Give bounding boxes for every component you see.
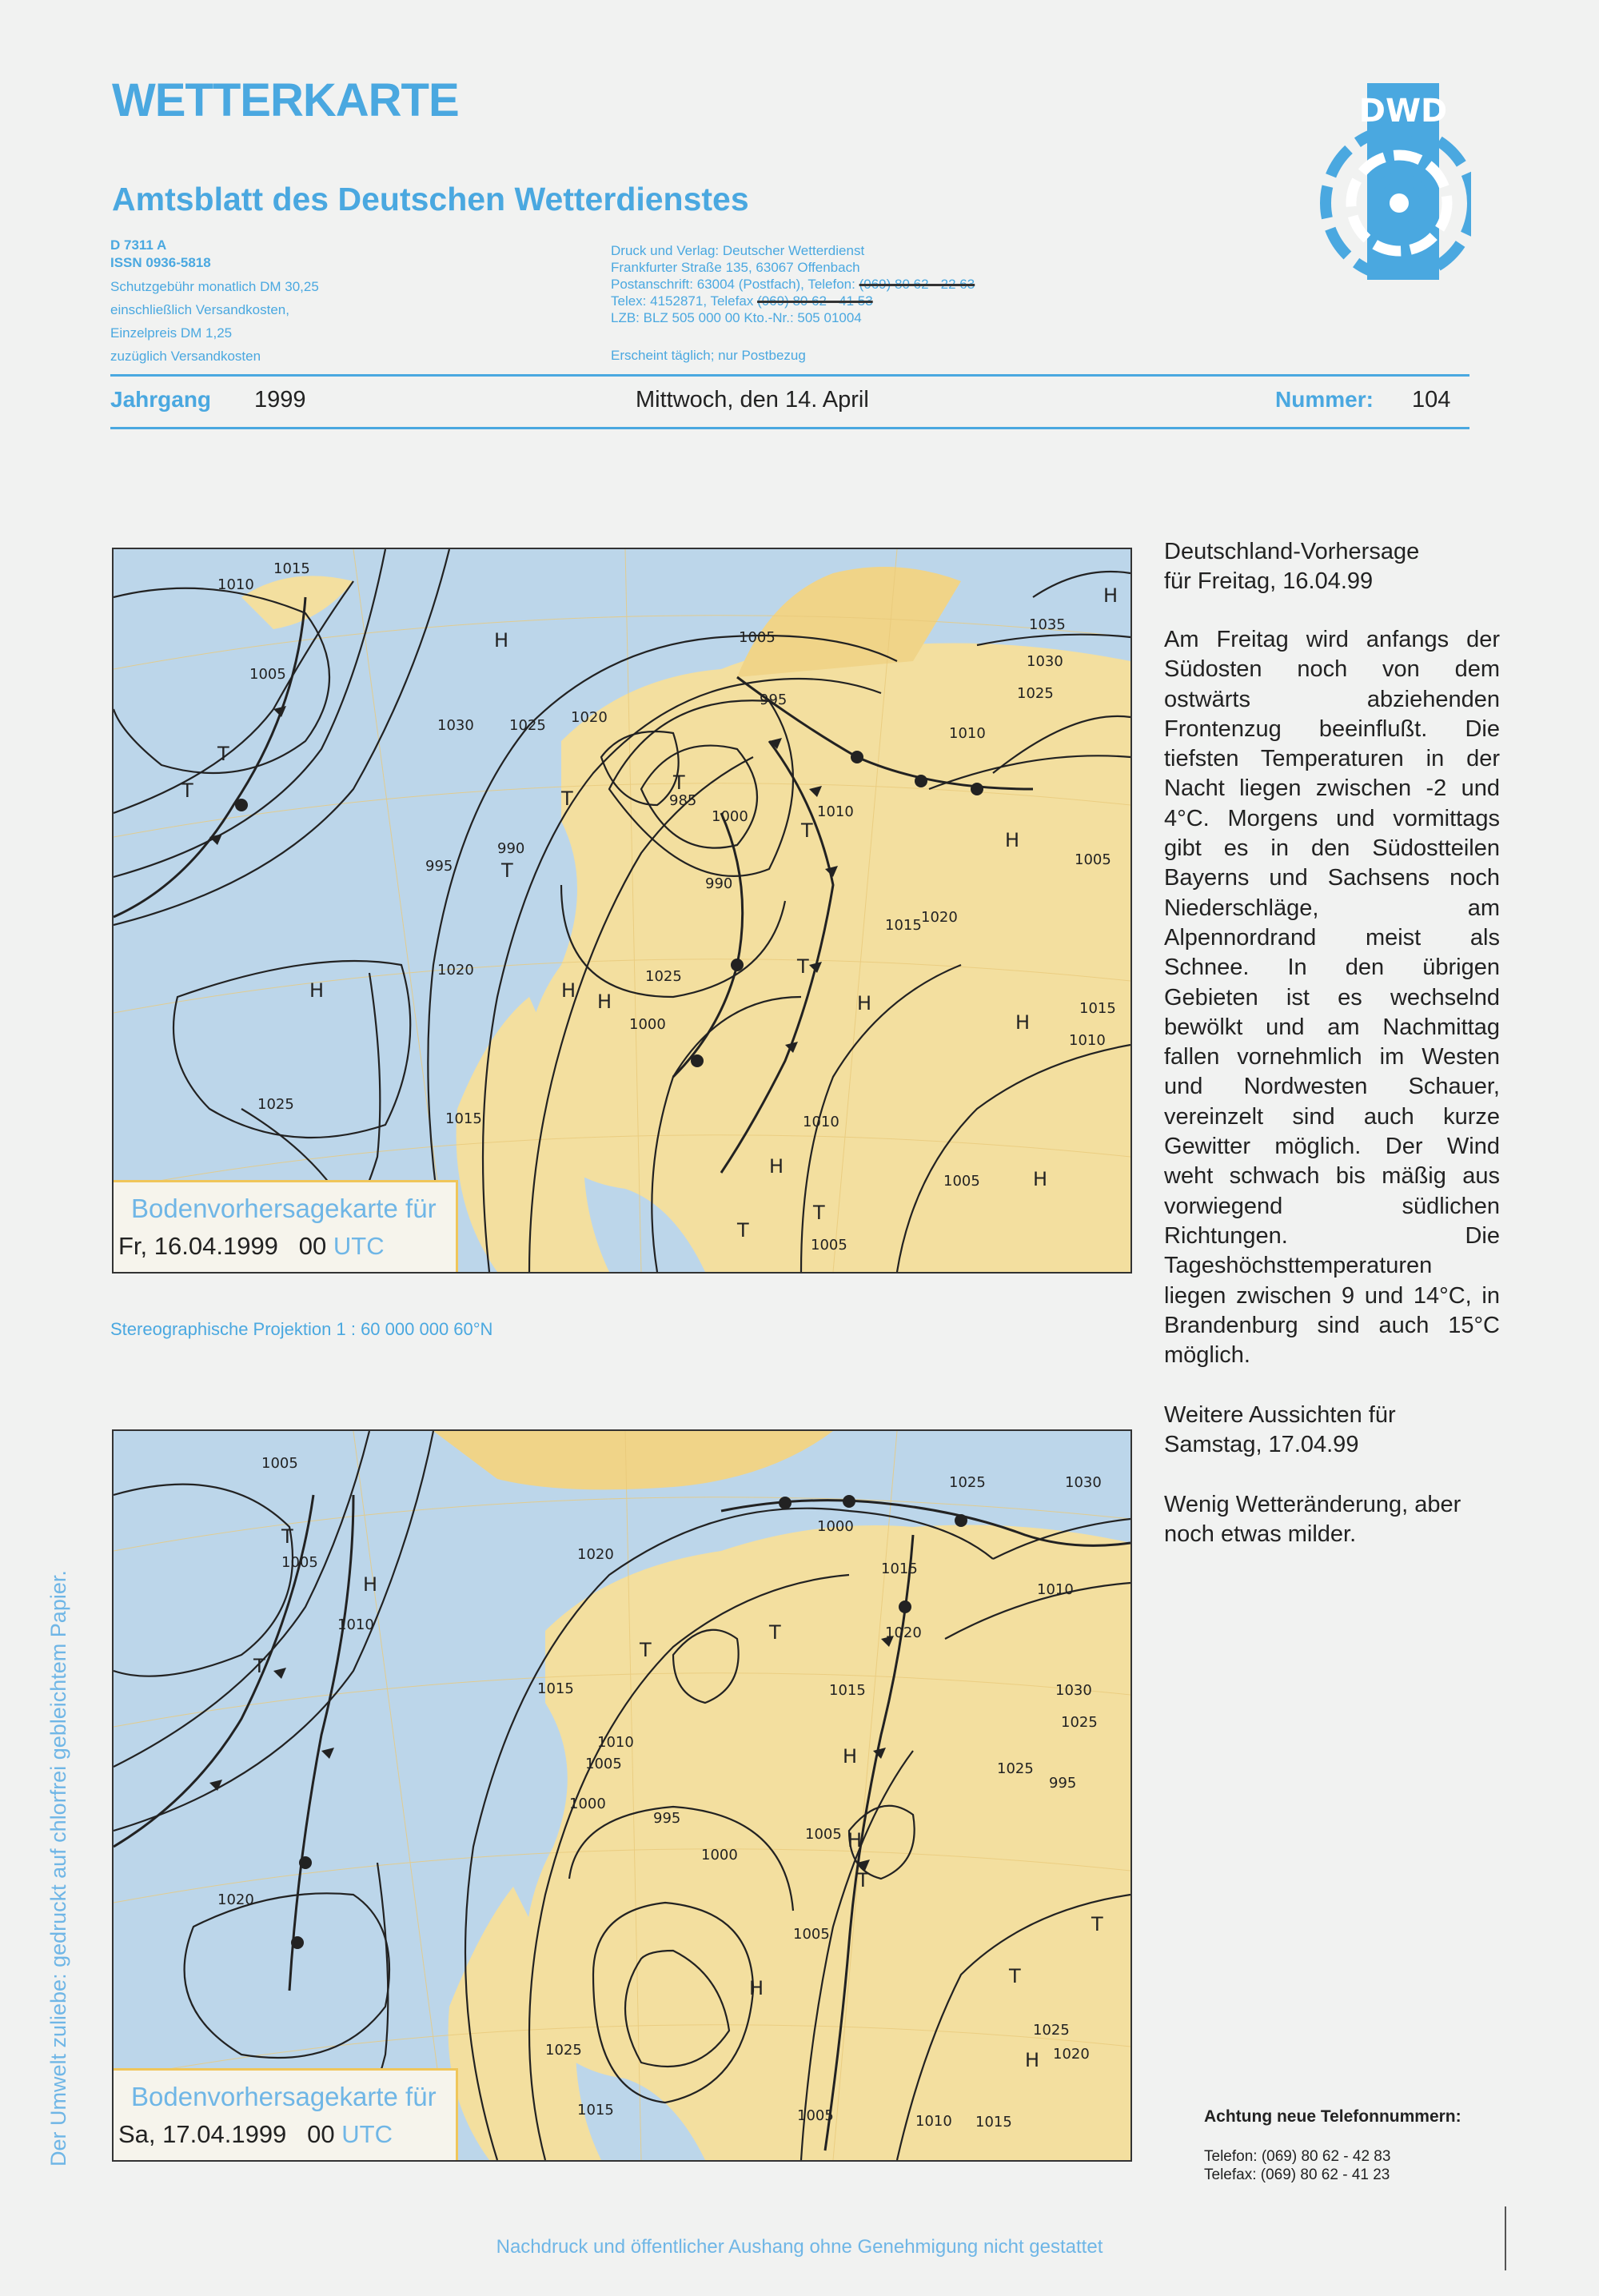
isobar-label: 1010 <box>217 576 254 593</box>
isobar-label: 1005 <box>585 1756 622 1772</box>
isobar-label: 995 <box>1049 1775 1077 1792</box>
isobar-label: 1010 <box>915 2113 952 2130</box>
high-pressure-center: H <box>309 979 325 1002</box>
low-pressure-center: T <box>673 771 685 794</box>
high-pressure-center: H <box>1033 1168 1048 1190</box>
forecast-map-saturday <box>112 1429 1132 2162</box>
page-title: WETTERKARTE <box>112 74 459 126</box>
high-pressure-center: H <box>769 1155 784 1178</box>
isobar-label: 1025 <box>509 717 546 734</box>
low-pressure-center: T <box>640 1639 652 1661</box>
isobar-label: 1000 <box>569 1796 606 1812</box>
publisher-line: LZB: BLZ 505 000 00 Kto.-Nr.: 505 01004 <box>611 310 862 325</box>
low-pressure-center: T <box>769 1621 781 1644</box>
isobar-label: 1005 <box>261 1455 298 1472</box>
year-label: Jahrgang <box>110 387 212 412</box>
low-pressure-center: T <box>801 819 813 842</box>
isobar-label: 1015 <box>537 1680 574 1697</box>
front-symbol <box>851 751 863 763</box>
isobar-label: 1000 <box>629 1016 666 1033</box>
high-pressure-center: H <box>561 979 576 1002</box>
isobar-label: 995 <box>425 858 453 875</box>
front-symbol <box>691 1054 704 1067</box>
struck-phone: (069) 80 62 - 22 63 <box>859 277 975 292</box>
isobar-label: 1020 <box>577 1546 614 1563</box>
caption-title: Bodenvorhersagekarte für <box>131 2082 437 2111</box>
issue-date: Mittwoch, den 14. April <box>636 387 869 413</box>
isobar-label: 1010 <box>597 1734 634 1751</box>
isobar-label: 1015 <box>1079 1000 1116 1017</box>
front-symbol <box>971 783 983 795</box>
isobar-label: 1030 <box>1055 1682 1092 1699</box>
high-pressure-center: H <box>749 1977 764 1999</box>
logo-text: DWD <box>1358 93 1448 130</box>
front-symbol <box>779 1497 792 1509</box>
high-pressure-center: H <box>597 991 612 1013</box>
low-pressure-center: T <box>813 1202 825 1224</box>
isobar-label: 1025 <box>1061 1714 1098 1731</box>
fee-line: zuzüglich Versandkosten <box>110 349 261 364</box>
low-pressure-center: T <box>181 779 193 802</box>
isobar-label: 1025 <box>545 2042 582 2059</box>
phone-notice-heading: Achtung neue Telefonnummern: <box>1204 2107 1461 2126</box>
year-value: 1999 <box>254 387 306 413</box>
outlook-body: Wenig Wetteränderung, aber noch etwas milder. <box>1164 1492 1461 1547</box>
isobar-label: 1005 <box>797 2107 834 2124</box>
isobar-label: 995 <box>760 692 788 708</box>
fee-line: Einzelpreis DM 1,25 <box>110 325 233 341</box>
isobar-label: 1025 <box>1017 685 1054 702</box>
isobar-label: 1015 <box>445 1110 482 1127</box>
publisher-line: Frankfurter Straße 135, 63067 Offenbach <box>611 260 860 275</box>
high-pressure-center: H <box>847 1829 863 1852</box>
code-d: D 7311 A <box>110 237 167 253</box>
publication-codes <box>110 237 211 272</box>
front-symbol <box>299 1856 312 1869</box>
isobar-label: 1010 <box>803 1114 839 1130</box>
outlook-title-line: Samstag, 17.04.99 <box>1164 1432 1359 1457</box>
outlook-heading <box>1164 1401 1396 1460</box>
isobar-label: 1015 <box>975 2114 1012 2131</box>
forecast-heading <box>1164 537 1419 596</box>
isobar-label: 1010 <box>1037 1581 1074 1598</box>
isobar-label: 1020 <box>921 909 958 926</box>
header-rule-bottom <box>110 427 1469 429</box>
isobar-label: 1015 <box>273 560 310 577</box>
isobar-label: 1030 <box>1027 653 1063 670</box>
phone-notice <box>1204 2147 1390 2184</box>
isobar-label: 995 <box>653 1810 681 1827</box>
struck-fax: (069) 80 62 - 41 53 <box>757 293 873 309</box>
low-pressure-center: T <box>253 1655 265 1677</box>
isobar-label: 1015 <box>829 1682 866 1699</box>
forecast-title-line: für Freitag, 16.04.99 <box>1164 568 1374 594</box>
isobar-label: 1000 <box>701 1847 738 1864</box>
isobar-label: 1015 <box>885 917 922 934</box>
number-value: 104 <box>1412 387 1451 413</box>
low-pressure-center: T <box>501 859 513 882</box>
high-pressure-center: H <box>494 629 509 652</box>
front-symbol <box>731 959 744 971</box>
isobar-label: 1025 <box>257 1096 294 1113</box>
caption-date: Fr, 16.04.1999 00 UTC <box>118 1232 385 1260</box>
fax-number: Telefax: (069) 80 62 - 41 23 <box>1204 2166 1390 2183</box>
high-pressure-center: H <box>1005 829 1020 851</box>
fee-info <box>110 275 319 368</box>
isobar-label: 1020 <box>217 1891 254 1908</box>
high-pressure-center: H <box>363 1573 378 1596</box>
margin-mark <box>1505 2206 1506 2270</box>
isobar-label: 1030 <box>1065 1474 1102 1491</box>
low-pressure-center: T <box>1009 1965 1021 1987</box>
low-pressure-center: T <box>737 1219 749 1242</box>
isobar-label: 1000 <box>712 808 748 825</box>
isobar-label: 1010 <box>949 725 986 742</box>
isobar-label: 1025 <box>645 968 682 985</box>
isobar-label: 990 <box>705 875 733 892</box>
front-symbol <box>899 1600 911 1613</box>
header-rule-top <box>110 374 1469 377</box>
isobar-label: 1010 <box>1069 1032 1106 1049</box>
isobar-label: 1015 <box>881 1561 918 1577</box>
forecast-body: Am Freitag wird anfangs der Südosten noch von dem ostwärts abziehenden Frontenzug beeinflußt. Die tiefsten Temperaturen in der Nacht liegen zwischen -2 und 4°C. Morgens und vormittags gibt es in den Südostteilen Bayerns und Sachsens noch Niederschläge, am Alpennordrand meist als Schnee. In den übrigen Gebieten ist es wechselnd bewölkt und am Nachmittag fallen vornehmlich im Westen und Nordwesten Schauer, vereinzelt sind auch kurze Gewitter möglich. Der Wind weht schwach bis mäßig aus vorwiegend südlichen Richtungen. Die Tageshöchsttemperaturen liegen zwischen 9 und 14°C, in Brandenburg sind auch 15°C möglich. <box>1164 627 1500 1369</box>
front-symbol <box>915 775 927 787</box>
low-pressure-center: T <box>1091 1913 1103 1935</box>
low-pressure-center: T <box>217 743 229 765</box>
footer-note: Nachdruck und öffentlicher Aushang ohne Genehmigung nicht gestattet <box>496 2236 1103 2258</box>
publisher-line: Postanschrift: 63004 (Postfach), Telefon: (069) 80 62 - 22 63 <box>611 277 975 292</box>
low-pressure-center: T <box>281 1525 293 1548</box>
low-pressure-center: T <box>857 1869 869 1891</box>
front-symbol <box>843 1495 855 1508</box>
isobar-label: 1020 <box>885 1624 922 1641</box>
forecast-title-line: Deutschland-Vorhersage <box>1164 539 1420 564</box>
caption-date: Sa, 17.04.1999 00 UTC <box>118 2120 393 2148</box>
fee-line: einschließlich Versandkosten, <box>110 302 289 317</box>
isobar-label: 1030 <box>437 717 474 734</box>
projection-note: Stereographische Projektion 1 : 60 000 000 60°N <box>110 1319 493 1339</box>
isobar-label: 1005 <box>805 1826 842 1843</box>
publisher-info <box>611 242 975 326</box>
caption-title: Bodenvorhersagekarte für <box>131 1194 437 1223</box>
map-drawing <box>114 1431 1130 2160</box>
isobar-label: 1005 <box>739 629 776 646</box>
high-pressure-center: H <box>843 1745 858 1768</box>
number-label: Nummer: <box>1275 387 1374 412</box>
isobar-label: 1005 <box>793 1926 830 1943</box>
map-caption <box>114 1180 458 1272</box>
isobar-label: 1005 <box>281 1554 318 1571</box>
low-pressure-center: T <box>561 787 573 810</box>
publisher-line: Telex: 4152871, Telefax (069) 80 62 - 41 53 <box>611 293 873 309</box>
appears-note: Erscheint täglich; nur Postbezug <box>611 348 806 363</box>
front-symbol <box>235 799 248 811</box>
isobar-label: 1005 <box>943 1173 980 1190</box>
isobar-label: 1010 <box>337 1616 374 1633</box>
high-pressure-center: H <box>1015 1011 1031 1034</box>
isobar-label: 1025 <box>949 1474 986 1491</box>
map-drawing <box>114 549 1130 1272</box>
isobar-label: 1005 <box>1075 851 1111 868</box>
front-symbol <box>291 1936 304 1949</box>
outlook-title-line: Weitere Aussichten für <box>1164 1402 1396 1428</box>
low-pressure-center: T <box>797 955 809 978</box>
isobar-label: 985 <box>669 792 697 809</box>
phone-number: Telefon: (069) 80 62 - 42 83 <box>1204 2148 1391 2165</box>
isobar-label: 1020 <box>571 709 608 726</box>
map-caption <box>114 2068 458 2160</box>
front-symbol <box>955 1514 967 1527</box>
isobar-label: 1025 <box>1033 2022 1070 2039</box>
environment-note: Der Umwelt zuliebe: gedruckt auf chlorfrei gebleichtem Papier. <box>46 1570 70 2166</box>
issn: ISSN 0936-5818 <box>110 255 211 270</box>
isobar-label: 1005 <box>811 1237 847 1254</box>
isobar-label: 1020 <box>1053 2046 1090 2063</box>
high-pressure-center: H <box>1025 2049 1040 2071</box>
isobar-label: 1020 <box>437 962 474 979</box>
dwd-logo <box>1303 83 1471 280</box>
isobar-label: 990 <box>497 840 525 857</box>
isobar-label: 1010 <box>817 803 854 820</box>
forecast-map-friday <box>112 548 1132 1274</box>
isobar-label: 1035 <box>1029 616 1066 633</box>
isobar-label: 1015 <box>577 2102 614 2119</box>
page-subtitle: Amtsblatt des Deutschen Wetterdienstes <box>112 181 749 217</box>
isobar-label: 1005 <box>249 666 286 683</box>
publisher-line: Druck und Verlag: Deutscher Wetterdienst <box>611 243 865 258</box>
high-pressure-center: H <box>857 992 872 1014</box>
fee-line: Schutzgebühr monatlich DM 30,25 <box>110 279 319 294</box>
isobar-label: 1000 <box>817 1518 854 1535</box>
isobar-label: 1025 <box>997 1760 1034 1777</box>
high-pressure-center: H <box>1103 584 1119 607</box>
